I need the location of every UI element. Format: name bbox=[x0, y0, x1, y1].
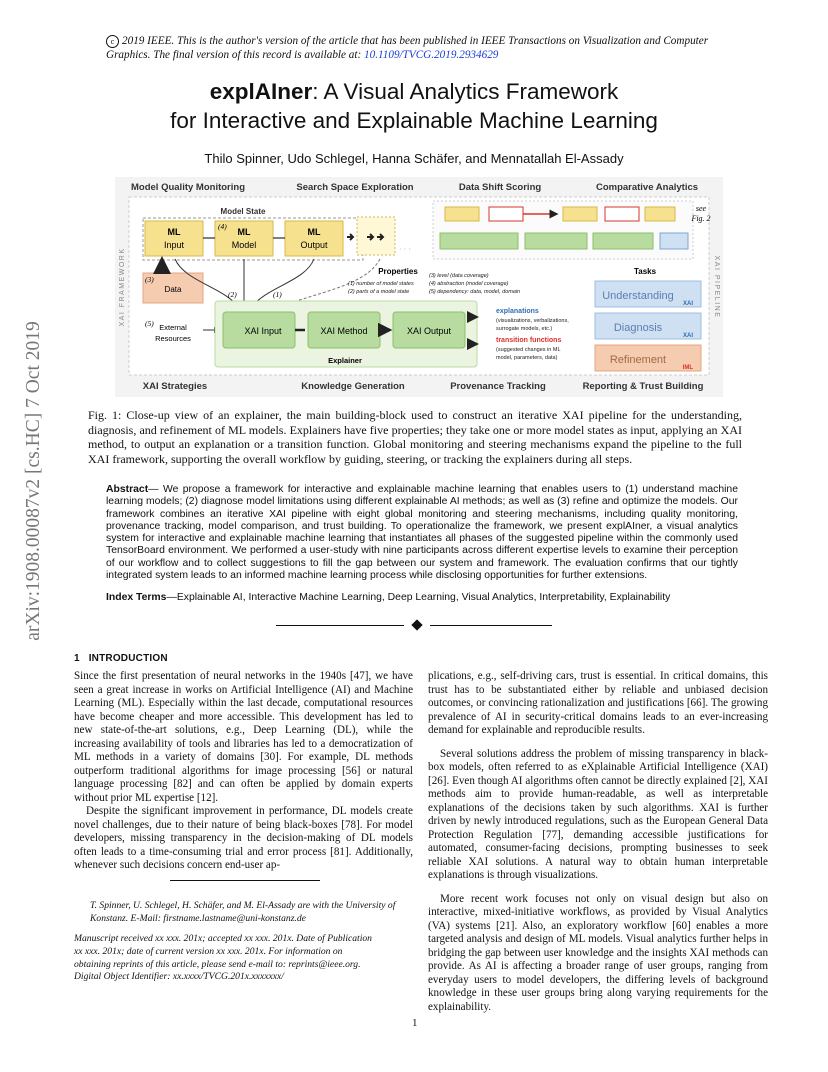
copyright-text: 2019 IEEE. This is the author's version of the article that has been published in IEEE Transactions on Visualization and Computer Graphics. The final version of this record is available at: bbox=[106, 35, 709, 61]
paper-title bbox=[60, 77, 768, 135]
see-fig-line2: Fig. 2 bbox=[691, 214, 711, 223]
task-refinement: Refinement bbox=[609, 354, 667, 366]
marker-3: (3) bbox=[145, 275, 154, 284]
ml-model-line2: Model bbox=[231, 240, 257, 250]
left-paragraph-1: Since the first presentation of neural networks in the 1940s [47], we have seen a great increase in works on Artificial Intelligence (AI) and Machine Learning (ML). Especially within the last decade, computational resources have become cheaper and more accessible. This development has led to new state-of-the-art solutions, e.g., Deep Learning (DL), while the increasing availability of tools and libraries has led to a democratization of ML methods in a variety of domains [30]. For example, DL methods outperform traditional algorithms for image processing [56] or natural language processing [82] and can often be applied by domain experts without prior ML expertise [12]. bbox=[74, 670, 413, 804]
figure-caption bbox=[88, 408, 742, 466]
marker-5: (5) bbox=[145, 319, 154, 328]
ml-output-line2: Output bbox=[300, 240, 328, 250]
arxiv-id: arXiv:1908.00087v2 [cs.HC] 7 Oct 2019 bbox=[23, 321, 44, 641]
task-tag-understanding: XAI bbox=[682, 301, 693, 307]
xai-output-label: XAI Output bbox=[406, 326, 452, 336]
task-diagnosis: Diagnosis bbox=[613, 322, 663, 334]
marker-2: (2) bbox=[228, 290, 237, 299]
marker-1: (1) bbox=[273, 290, 282, 299]
caption-text: Close-up view of an explainer, the main building-block used to construct an iterative XAI pipeline for the understanding, diagnosis, and refinement of ML models. Explainers have five properties; they take one or more model states as input, applying an XAI method, to output an explanation or a transition function. Global monitoring and steering mechanisms expand the pipeline to the full XAI framework, supporting the overall workflow by guiding, steering, or tracking the explainers during all steps. bbox=[88, 408, 743, 466]
bottom-label-provenance: Provenance Tracking bbox=[450, 381, 546, 392]
divider-diamond bbox=[411, 619, 422, 630]
svg-text:· · ·: · · · bbox=[399, 245, 411, 254]
right-paragraph-3: More recent work focuses not only on visual design but also on interactive, mixed-initiative workflows, as provided by Visual Analytics (VA) systems [21]. Also, an exploratory workflow [60] enables a more targeted analysis and design of ML models. Visual analytics further helps in bridging the gap between user knowledge and the insights XAI methods can provide. As AI is affecting a broader range of user groups, ranging from everyday users to model developers, the differing levels of background knowledge in these user groups bring along varying requirements for the explainability. bbox=[428, 892, 768, 1013]
arxiv-stamp bbox=[4, 290, 64, 690]
top-label-comparative: Comparative Analytics bbox=[595, 182, 699, 193]
left-column bbox=[74, 670, 413, 873]
top-label-search-space: Search Space Exploration bbox=[296, 182, 414, 193]
xai-input-label: XAI Input bbox=[244, 326, 282, 336]
caption-label: Fig. 1: bbox=[88, 408, 122, 422]
section-number: 1 bbox=[74, 653, 80, 664]
divider-left bbox=[276, 625, 404, 626]
ml-model-line1: ML bbox=[237, 227, 251, 237]
transition-desc-1: (suggested changes in ML bbox=[496, 347, 561, 353]
page-number: 1 bbox=[412, 1017, 418, 1029]
abstract-label: Abstract bbox=[106, 484, 149, 495]
ml-input-line2: Input bbox=[163, 240, 185, 250]
tasks-title: Tasks bbox=[633, 267, 657, 276]
bottom-label-xai-strategies: XAI Strategies bbox=[142, 381, 208, 392]
explainer-label: Explainer bbox=[328, 356, 362, 365]
right-paragraph-2: Several solutions address the problem of missing transparency in black-box models, often referred to as eXplainable Artificial Intelligence (XAI) [26]. Even though AI algorithms often cannot be directly explained [2], XAI methods aim to provide human-readable, as well as interpretable explanations of the decisions taken by such algorithms. XAI is further driven by newly introduced regulations, such as the European General Data Protection Regulation [77], demanding accessible justifications for automated, consumer-facing decisions, prompting businesses to seek reliable XAI solutions. A natural way to obtain human interpretable explanations is through visualizations. bbox=[428, 747, 768, 881]
see-fig-line1: see bbox=[695, 204, 707, 213]
side-label-framework: XAI FRAMEWORK bbox=[119, 247, 126, 327]
external-line2: Resources bbox=[155, 334, 191, 343]
index-terms-label: Index Terms bbox=[106, 592, 167, 603]
explanations-desc-2: surrogate models, etc.) bbox=[496, 326, 553, 332]
right-paragraph-1: plications, e.g., self-driving cars, trust is essential. In critical domains, this trust has to be substantiated either by reliable and unbiased decision outcomes, or convincing rationalization and justifications [66]. The growing prevalence of AI in security-critical domains leads to an ever-increasing demand for explainable and reproducible results. bbox=[428, 670, 768, 736]
section-heading bbox=[74, 653, 168, 664]
copyright-symbol: c bbox=[106, 35, 119, 48]
xai-method-label: XAI Method bbox=[320, 326, 368, 336]
prop-right-1: (3) level (data coverage) bbox=[429, 273, 489, 279]
task-tag-refinement: IML bbox=[682, 365, 693, 371]
index-terms-text: —Explainable AI, Interactive Machine Learning, Deep Learning, Visual Analytics, Interpretability, Explainability bbox=[166, 592, 671, 603]
left-paragraph-2: Despite the significant improvement in performance, DL models create novel challenges, due to their nature of being black-boxes [78]. For model developers, missing transparency in the decision-making of DL models often leads to a time-consuming trial and error process [81]. Additionally, whenever such decisions concern end-user ap- bbox=[74, 805, 413, 871]
footnote-affiliation: T. Spinner, U. Schlegel, H. Schäfer, and M. El-Assady are with the University of Konstanz. E-Mail: firstname.lastname@uni-konstanz.de bbox=[90, 900, 396, 924]
title-line2: for Interactive and Explainable Machine Learning bbox=[170, 108, 658, 133]
task-understanding: Understanding bbox=[602, 290, 674, 302]
title-line1-rest: : A Visual Analytics Framework bbox=[312, 79, 619, 104]
ml-output-line1: ML bbox=[307, 227, 321, 237]
index-terms bbox=[106, 592, 738, 603]
explanations-desc-1: (visualizations, verbalizations, bbox=[496, 318, 569, 324]
copyright-notice bbox=[106, 34, 746, 62]
authors: Thilo Spinner, Udo Schlegel, Hanna Schäfer, and Mennatallah El-Assady bbox=[204, 151, 624, 166]
right-column bbox=[428, 670, 768, 1014]
transition-desc-2: model, parameters, data) bbox=[496, 355, 558, 361]
abstract bbox=[106, 484, 738, 582]
transition-label: transition functions bbox=[496, 337, 562, 344]
footnote-manuscript: Manuscript received xx xxx. 201x; accepted xx xxx. 201x. Date of Publication xx xxx. 201x; date of current version xx xxx. 201x. For information on obtaining reprints of this article, please send e-mail to: reprints@ieee.org. Digital Object Identifier: xx.xxxx/TVCG.201x.xxxxxxx/ bbox=[74, 933, 372, 983]
data-label: Data bbox=[164, 285, 182, 294]
section-title: INTRODUCTION bbox=[88, 653, 168, 664]
marker-4: (4) bbox=[218, 222, 227, 231]
top-label-model-quality: Model Quality Monitoring bbox=[131, 182, 245, 193]
abstract-text: — We propose a framework for interactive and explainable machine learning that enables users to (1) understand machine learning models; (2) diagnose model limitations using different explainable AI methods; as well as (3) refine and optimize the models. Our framework combines an iterative XAI pipeline with eight global monitoring and steering mechanisms, including quality monitoring, provenance tracking, model comparison, and trust building. To operationalize the framework, we present explAIner, a visual analytics system for interactive and explainable machine learning that instantiates all phases of the suggested pipeline within the commonly used TensorBoard environment. We performed a user-study with nine participants across different expertise levels to examine their perception of our workflow and to collect suggestions to fill the gap between our system and framework. The evaluation confirms that our tightly integrated system leads to an informed machine learning process while disclosing opportunities for further extensions. bbox=[106, 484, 738, 582]
prop-right-3: (5) dependency: data, model, domain bbox=[429, 289, 521, 295]
bottom-label-reporting: Reporting & Trust Building bbox=[582, 381, 704, 392]
side-label-pipeline: XAI PIPELINE bbox=[713, 255, 720, 319]
explanations-label: explanations bbox=[496, 308, 539, 315]
figure-diagram bbox=[115, 177, 723, 397]
figure-1 bbox=[115, 177, 723, 397]
properties-title: Properties bbox=[378, 267, 418, 276]
ml-input-line1: ML bbox=[167, 227, 181, 237]
divider-right bbox=[430, 625, 552, 626]
title-bold-part: explAIner bbox=[209, 79, 313, 104]
top-label-data-shift: Data Shift Scoring bbox=[458, 182, 542, 193]
footnote-rule bbox=[170, 880, 320, 881]
model-state-label: Model State bbox=[220, 207, 266, 216]
external-line1: External bbox=[159, 323, 187, 332]
bottom-label-knowledge: Knowledge Generation bbox=[301, 381, 405, 392]
prop-right-2: (4) abstraction (model coverage) bbox=[429, 281, 509, 287]
task-tag-diagnosis: XAI bbox=[682, 333, 693, 339]
doi-link[interactable]: 10.1109/TVCG.2019.2934629 bbox=[364, 49, 499, 61]
prop-left-1: (1) number of model states bbox=[348, 281, 414, 287]
prop-left-2: (2) parts of a model state bbox=[348, 289, 410, 295]
